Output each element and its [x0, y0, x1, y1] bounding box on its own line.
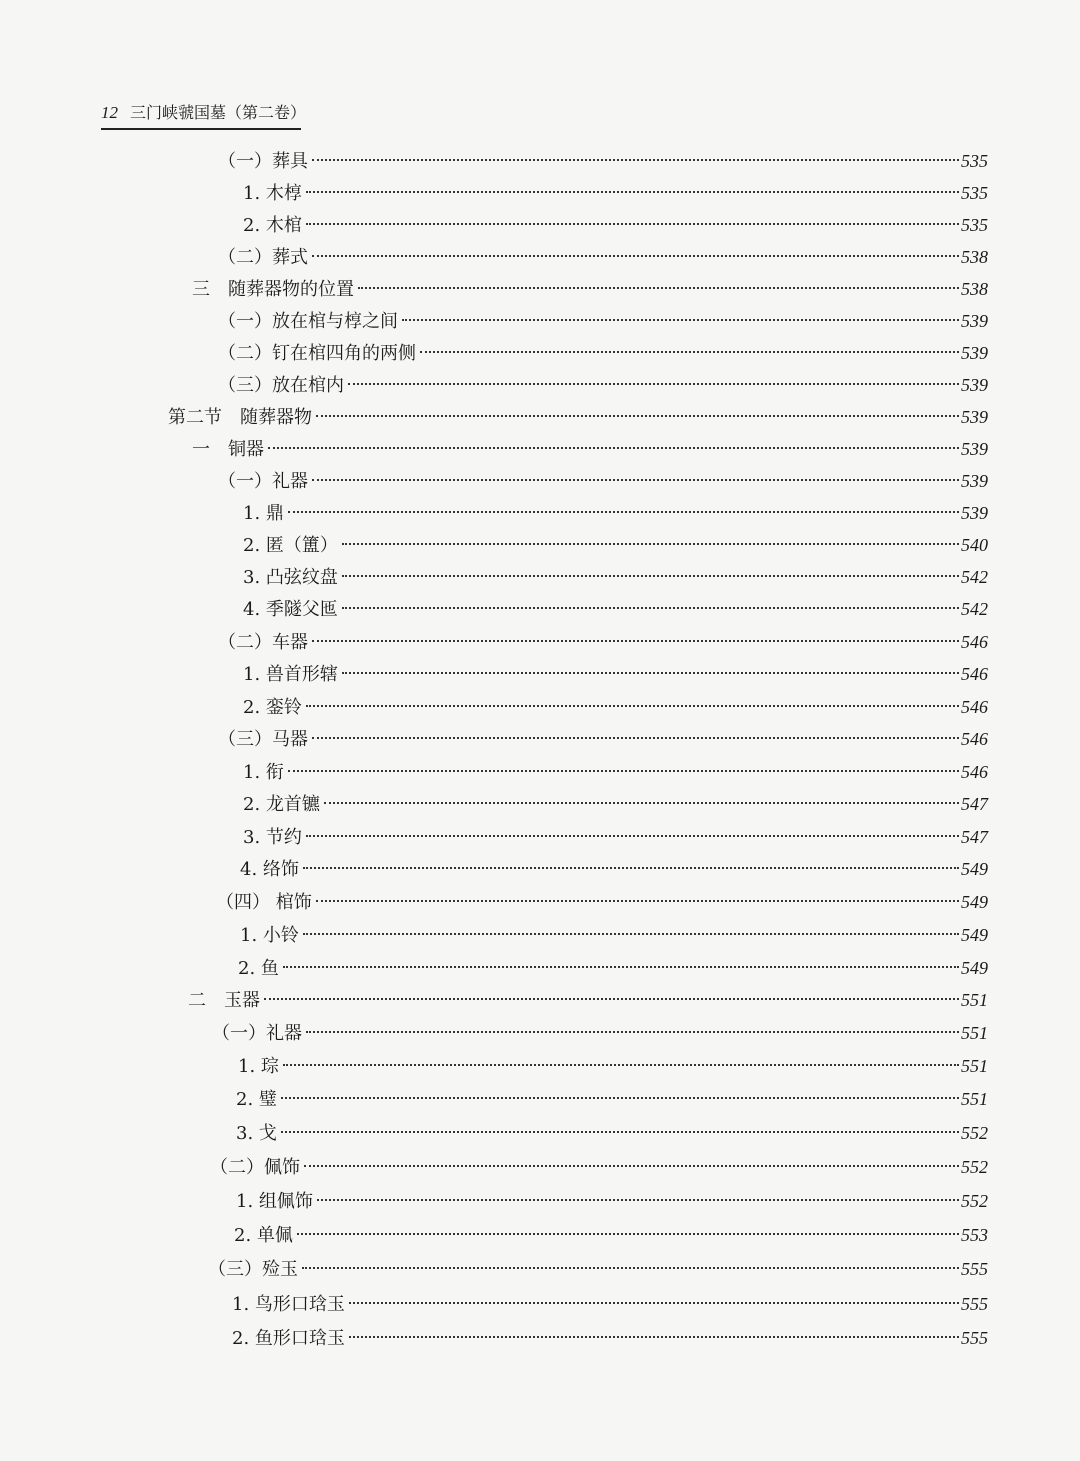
toc-entry-label: （三）放在棺内 — [218, 375, 344, 396]
dot-leader — [342, 607, 959, 609]
dot-leader — [264, 998, 959, 1000]
toc-entry-label: 一 铜器 — [192, 439, 264, 460]
dot-leader — [402, 319, 959, 321]
toc-entry-label: 1. 兽首形辖 — [243, 664, 338, 685]
toc-entry-label: 二 玉器 — [188, 990, 260, 1011]
toc-entry-page: 542 — [961, 599, 988, 619]
toc-entry — [218, 145, 988, 177]
toc-entry-label: （三）马器 — [218, 729, 308, 750]
toc-entry-page: 539 — [961, 503, 988, 523]
toc-entry-label: （二）葬式 — [218, 247, 308, 268]
dot-leader — [312, 640, 959, 642]
toc-entry-page: 555 — [961, 1328, 988, 1348]
toc-entry — [192, 273, 988, 305]
toc-entry — [168, 401, 988, 433]
toc-entry — [218, 626, 988, 658]
toc-entry — [236, 1117, 988, 1149]
toc-entry-page: 552 — [961, 1157, 988, 1177]
toc-entry — [238, 1050, 988, 1082]
toc-entry-label: 1. 鼎 — [243, 503, 284, 524]
toc-entry-label: 2. 龙首镳 — [243, 794, 320, 815]
toc-entry-page: 555 — [961, 1259, 988, 1279]
toc-entry — [218, 305, 988, 337]
toc-entry-page: 547 — [961, 794, 988, 814]
toc-entry-label: 2. 木棺 — [243, 215, 302, 236]
dot-leader — [303, 933, 959, 935]
toc-entry-page: 553 — [961, 1225, 988, 1245]
toc-entry-label: 三 随葬器物的位置 — [192, 279, 354, 300]
toc-entry-label: （二）车器 — [218, 632, 308, 653]
dot-leader — [349, 1302, 959, 1304]
dot-leader — [306, 223, 959, 225]
toc-entry — [243, 561, 988, 593]
toc-entry — [218, 723, 988, 755]
toc-entry — [210, 1151, 988, 1183]
dot-leader — [312, 255, 959, 257]
dot-leader — [317, 1199, 959, 1201]
toc-entry — [192, 433, 988, 465]
toc-entry — [243, 497, 988, 529]
toc-entry-page: 539 — [961, 311, 988, 331]
toc-entry-label: 1. 小铃 — [240, 925, 299, 946]
toc-entry-page: 535 — [961, 215, 988, 235]
dot-leader — [349, 1336, 959, 1338]
dot-leader — [281, 1131, 959, 1133]
toc-entry — [243, 756, 988, 788]
running-head — [101, 100, 307, 130]
toc-entry-label: 3. 戈 — [236, 1123, 277, 1144]
toc-entry-label: 2. 单佩 — [234, 1225, 293, 1246]
toc-entry — [218, 337, 988, 369]
toc-entry-label: 1. 木椁 — [243, 183, 302, 204]
toc-entry — [208, 1253, 988, 1285]
toc-entry-page: 540 — [961, 535, 988, 555]
toc-entry-page: 542 — [961, 567, 988, 587]
dot-leader — [420, 351, 959, 353]
toc-entry — [243, 788, 988, 820]
toc-entry-label: 2. 匿（簠） — [243, 535, 338, 556]
toc-entry-label: 2. 鱼 — [238, 958, 279, 979]
toc-entry-label: 4. 络饰 — [240, 859, 299, 880]
toc-entry — [243, 177, 988, 209]
dot-leader — [316, 900, 959, 902]
toc-entry — [232, 1322, 988, 1354]
toc-entry-label: （二）佩饰 — [210, 1157, 300, 1178]
toc-entry-label: 1. 鸟形口琀玉 — [232, 1294, 345, 1315]
toc-entry — [216, 886, 988, 918]
dot-leader — [268, 447, 959, 449]
toc-entry-label: （一）礼器 — [212, 1023, 302, 1044]
dot-leader — [342, 575, 959, 577]
toc-entry-page: 539 — [961, 343, 988, 363]
toc-entry — [243, 593, 988, 625]
toc-entry-label: （一）礼器 — [218, 471, 308, 492]
dot-leader — [316, 415, 959, 417]
toc-entry — [218, 241, 988, 273]
dot-leader — [306, 835, 959, 837]
toc-entry — [243, 691, 988, 723]
toc-entry-page: 551 — [961, 990, 988, 1010]
toc-entry-page: 549 — [961, 925, 988, 945]
page-number: 12 — [101, 103, 118, 122]
dot-leader — [342, 672, 959, 674]
toc-entry-page: 546 — [961, 664, 988, 684]
dot-leader — [283, 1064, 959, 1066]
toc-entry-page: 551 — [961, 1089, 988, 1109]
toc-entry-page: 539 — [961, 407, 988, 427]
toc-entry-label: 第二节 随葬器物 — [168, 407, 312, 428]
dot-leader — [306, 1031, 959, 1033]
toc-entry — [243, 821, 988, 853]
toc-entry — [232, 1288, 988, 1320]
dot-leader — [312, 159, 959, 161]
toc-entry — [240, 853, 988, 885]
toc-entry — [238, 952, 988, 984]
toc-entry-page: 549 — [961, 859, 988, 879]
dot-leader — [324, 802, 959, 804]
toc-entry — [243, 209, 988, 241]
book-title: 三门峡虢国墓（第二卷） — [130, 103, 307, 122]
toc-entry-label: 1. 组佩饰 — [236, 1191, 313, 1212]
toc-entry — [243, 658, 988, 690]
toc-entry-page: 549 — [961, 958, 988, 978]
toc-entry-page: 547 — [961, 827, 988, 847]
toc-entry-label: 3. 节约 — [243, 827, 302, 848]
toc-entry-label: 2. 璧 — [236, 1089, 277, 1110]
toc-entry-label: 1. 衔 — [243, 762, 284, 783]
dot-leader — [288, 511, 959, 513]
toc-entry-label: （一）放在棺与椁之间 — [218, 311, 398, 332]
toc-entry-page: 539 — [961, 471, 988, 491]
toc-entry-label: （二）钉在棺四角的两侧 — [218, 343, 416, 364]
dot-leader — [306, 705, 959, 707]
toc-entry-page: 538 — [961, 279, 988, 299]
toc-entry-page: 538 — [961, 247, 988, 267]
dot-leader — [304, 1165, 959, 1167]
toc-entry — [218, 465, 988, 497]
dot-leader — [303, 867, 959, 869]
toc-entry — [212, 1017, 988, 1049]
toc-entry-page: 555 — [961, 1294, 988, 1314]
toc-entry-page: 535 — [961, 151, 988, 171]
dot-leader — [302, 1267, 959, 1269]
dot-leader — [306, 191, 959, 193]
toc-entry — [234, 1219, 988, 1251]
dot-leader — [358, 287, 959, 289]
toc-entry-page: 552 — [961, 1191, 988, 1211]
toc-entry-page: 546 — [961, 697, 988, 717]
toc-entry-page: 546 — [961, 762, 988, 782]
toc-entry-label: 2. 銮铃 — [243, 697, 302, 718]
dot-leader — [342, 543, 959, 545]
dot-leader — [288, 770, 959, 772]
toc-entry-page: 549 — [961, 892, 988, 912]
dot-leader — [312, 479, 959, 481]
toc-entry-page: 535 — [961, 183, 988, 203]
toc-entry-label: （三）殓玉 — [208, 1259, 298, 1280]
toc-entry-page: 546 — [961, 632, 988, 652]
dot-leader — [348, 383, 959, 385]
toc-entry — [218, 369, 988, 401]
toc-entry-label: 3. 凸弦纹盘 — [243, 567, 338, 588]
toc-entry — [240, 919, 988, 951]
toc-entry-label: 2. 鱼形口琀玉 — [232, 1328, 345, 1349]
toc-entry-label: 1. 琮 — [238, 1056, 279, 1077]
toc-entry-page: 551 — [961, 1023, 988, 1043]
toc-entry-page: 539 — [961, 439, 988, 459]
toc-entry-page: 552 — [961, 1123, 988, 1143]
toc-entry — [236, 1083, 988, 1115]
toc-entry-label: （一）葬具 — [218, 151, 308, 172]
toc-entry-page: 551 — [961, 1056, 988, 1076]
toc-entry — [188, 984, 988, 1016]
dot-leader — [283, 966, 959, 968]
dot-leader — [297, 1233, 959, 1235]
toc-entry-label: （四） 棺饰 — [216, 892, 312, 913]
toc-entry — [236, 1185, 988, 1217]
toc-entry — [243, 529, 988, 561]
toc-entry-page: 539 — [961, 375, 988, 395]
dot-leader — [312, 737, 959, 739]
toc-entry-page: 546 — [961, 729, 988, 749]
dot-leader — [281, 1097, 959, 1099]
toc-entry-label: 4. 季隧父匜 — [243, 599, 338, 620]
